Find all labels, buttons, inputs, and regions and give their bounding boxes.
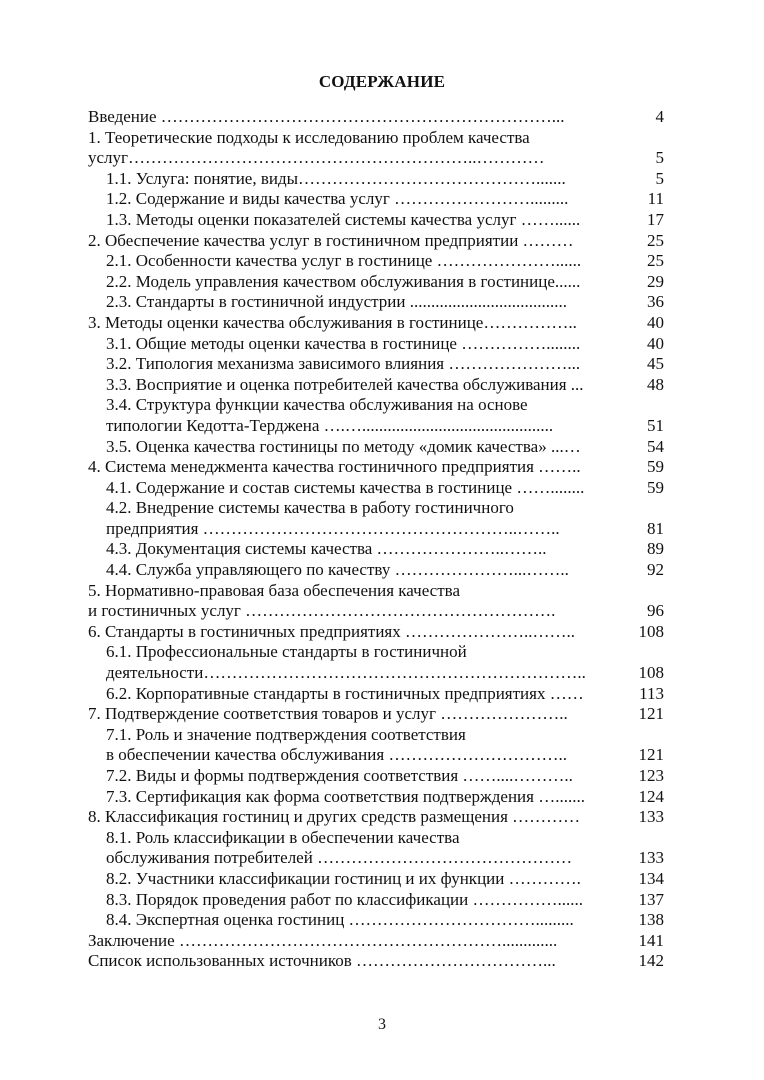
- toc-entry: [88, 210, 664, 231]
- toc-entry-page: 11: [647, 189, 664, 209]
- toc-entry-title: 3.3. Восприятие и оценка потребителей качества обслуживания ...: [106, 374, 584, 394]
- toc-entry-title: 7.1. Роль и значение подтверждения соответствия: [106, 724, 466, 744]
- toc-entry: [88, 951, 664, 972]
- toc-entry: [88, 622, 664, 643]
- toc-entry-title: 2.3. Стандарты в гостиничной индустрии .....................................: [106, 292, 567, 312]
- toc-entry: [88, 519, 664, 540]
- toc-entry-page: 108: [638, 621, 664, 641]
- toc-entry-title: 8.3. Порядок проведения работ по классификации ……………......: [106, 889, 583, 909]
- toc-entry-title: 4.4. Служба управляющего по качеству …………………...……..: [106, 560, 569, 580]
- toc-entry: [88, 910, 664, 931]
- toc-entry-title: Заключение ………………………………………………….............: [88, 930, 558, 950]
- page-number: 3: [378, 1016, 386, 1033]
- toc-entry: [88, 292, 664, 313]
- toc-entry-page: [625, 395, 664, 416]
- toc-entry: [88, 478, 664, 499]
- toc-entry-title: 1.1. Услуга: понятие, виды…………………………………….......: [106, 168, 566, 188]
- toc-entry-page: 51: [647, 415, 664, 435]
- toc-entry-page: 81: [647, 518, 664, 538]
- toc-entry: [88, 745, 664, 766]
- page-title: СОДЕРЖАНИЕ: [318, 72, 446, 91]
- toc-entry-title: 8. Классификация гостиниц и других средств размещения …………: [88, 807, 581, 827]
- toc-entry: [88, 272, 664, 293]
- toc-entry: [88, 869, 664, 890]
- toc-entry-page: 133: [638, 807, 664, 827]
- toc-entry-title: 2.2. Модель управления качеством обслуживания в гостинице......: [106, 271, 581, 291]
- toc-entry-title: Введение ……………………………………………………………...: [88, 107, 565, 126]
- toc-entry: [88, 684, 664, 705]
- toc-entry-title: 2.1. Особенности качества услуг в гостинице …………………......: [106, 251, 582, 271]
- toc-entry-title: 7.2. Виды и формы подтверждения соответствия ……....………..: [106, 766, 573, 785]
- toc-entry-page: 142: [638, 951, 664, 971]
- toc-entry-title: 1. Теоретические подходы к исследованию проблем качества: [88, 127, 530, 147]
- toc-entry-page: 5: [655, 148, 664, 168]
- toc-entry-page: [625, 828, 664, 849]
- toc-entry: [88, 581, 664, 602]
- toc-entry-title: в обеспечении качества обслуживания …………………………..: [106, 745, 567, 765]
- toc-entry-title: 8.1. Роль классификации в обеспечении качества: [106, 827, 460, 847]
- toc-entry: [88, 169, 664, 190]
- toc-entry-title: 4.3. Документация системы качества …………………..……..: [106, 539, 547, 559]
- toc-entry-page: 124: [638, 786, 664, 806]
- toc-entry: [88, 848, 664, 869]
- toc-entry: [88, 107, 664, 128]
- toc-entry: [88, 704, 664, 725]
- toc-entry-title: 3.2. Типология механизма зависимого влияния …………………...: [106, 354, 581, 374]
- toc-entry-title: 7. Подтверждение соответствия товаров и услуг …………………..: [88, 704, 568, 724]
- toc-entry: [88, 663, 664, 684]
- toc-entry: [88, 251, 664, 272]
- toc-entry: [88, 725, 664, 746]
- toc-entry-page: 133: [638, 848, 664, 868]
- toc-entry-title: 4. Система менеджмента качества гостиничного предприятия ……..: [88, 457, 581, 477]
- toc-entry-title: 2. Обеспечение качества услуг в гостиничном предприятии ………: [88, 230, 574, 250]
- toc-entry-title: 3.1. Общие методы оценки качества в гостинице ……………........: [106, 333, 581, 353]
- toc-entry-page: 40: [647, 333, 664, 353]
- toc-entry-title: 3. Методы оценки качества обслуживания в гостинице……………..: [88, 312, 577, 332]
- toc-entry: [88, 313, 664, 334]
- toc-entry-page: 89: [647, 539, 664, 559]
- toc-entry-title: 7.3. Сертификация как форма соответствия подтверждения ….......: [106, 786, 585, 806]
- toc-entry: [88, 931, 664, 952]
- toc-entry-title: услуг……………………………………………………..…………: [88, 148, 545, 168]
- toc-entry: [88, 457, 664, 478]
- toc-entry-page: 40: [647, 312, 664, 332]
- toc-entry-page: 45: [647, 354, 664, 374]
- toc-entry-page: 5: [655, 168, 664, 188]
- toc-entry-page: [625, 128, 664, 149]
- toc-entry-title: 8.2. Участники классификации гостиниц и их функции ………….: [106, 868, 581, 888]
- toc-entry-page: 92: [647, 560, 664, 580]
- toc-entry-page: 25: [647, 251, 664, 271]
- toc-entry-page: 113: [639, 683, 664, 703]
- toc-entry-page: 17: [647, 209, 664, 229]
- toc-entry-page: 121: [638, 704, 664, 724]
- toc-entry: [88, 601, 664, 622]
- toc-entry: [88, 642, 664, 663]
- toc-entry-title: 1.3. Методы оценки показателей системы качества услуг ……......: [106, 209, 581, 229]
- toc-entry-page: 138: [638, 910, 664, 930]
- toc-entry: [88, 807, 664, 828]
- toc-entry-title: 4.1. Содержание и состав системы качества в гостинице ……........: [106, 477, 585, 497]
- toc-entry-title: предприятия ………………………………………………..……..: [106, 518, 560, 538]
- toc-entry: [88, 437, 664, 458]
- toc-entry-page: 48: [647, 374, 664, 394]
- toc-entry: [88, 498, 664, 519]
- table-of-contents: [88, 107, 664, 972]
- toc-entry-title: деятельности…………………………………………………………..: [106, 663, 586, 683]
- toc-entry-page: 54: [647, 436, 664, 456]
- toc-entry-title: типологии Кедотта-Терджена ….….............................................: [106, 415, 554, 435]
- toc-entry: [88, 334, 664, 355]
- toc-entry-page: 137: [638, 889, 664, 909]
- toc-entry-title: и гостиничных услуг ……………………………………………….: [88, 601, 556, 621]
- toc-entry-title: 1.2. Содержание и виды качества услуг …………………….........: [106, 189, 569, 209]
- toc-entry: [88, 395, 664, 416]
- toc-entry-page: [625, 642, 664, 663]
- toc-entry: [88, 148, 664, 169]
- toc-entry: [88, 890, 664, 911]
- toc-entry: [88, 787, 664, 808]
- toc-entry-title: Список использованных источников ……………………………...: [88, 951, 556, 971]
- toc-entry-title: 6. Стандарты в гостиничных предприятиях …………………..……..: [88, 621, 575, 641]
- toc-entry-page: 25: [647, 230, 664, 250]
- toc-entry-page: 121: [638, 745, 664, 765]
- toc-entry-page: 59: [647, 457, 664, 477]
- toc-entry-page: 4: [655, 107, 664, 126]
- toc-entry-page: [625, 581, 664, 602]
- toc-entry-page: 29: [647, 271, 664, 291]
- toc-entry-title: 6.2. Корпоративные стандарты в гостиничных предприятиях ……: [106, 683, 584, 703]
- toc-entry: [88, 766, 664, 787]
- toc-entry-title: 3.4. Структура функции качества обслуживания на основе: [106, 395, 528, 415]
- toc-entry: [88, 828, 664, 849]
- toc-entry-title: 5. Нормативно-правовая база обеспечения качества: [88, 580, 460, 600]
- toc-entry-page: 108: [638, 663, 664, 683]
- toc-entry-page: 134: [638, 868, 664, 888]
- toc-entry-title: 3.5. Оценка качества гостиницы по методу «домик качества» ...…: [106, 436, 581, 456]
- toc-entry: [88, 375, 664, 396]
- toc-entry-page: 36: [647, 292, 664, 312]
- toc-body: [88, 107, 664, 972]
- toc-entry-page: 123: [638, 766, 664, 785]
- toc-entry-page: [625, 498, 664, 519]
- toc-entry-page: [625, 725, 664, 746]
- toc-entry: [88, 539, 664, 560]
- toc-entry-page: 59: [647, 477, 664, 497]
- toc-entry: [88, 128, 664, 149]
- toc-entry: [88, 416, 664, 437]
- toc-entry-title: 4.2. Внедрение системы качества в работу гостиничного: [106, 498, 514, 518]
- toc-entry: [88, 189, 664, 210]
- toc-entry-page: 141: [638, 930, 664, 950]
- toc-entry: [88, 354, 664, 375]
- toc-entry-page: 96: [647, 601, 664, 621]
- toc-entry-title: обслуживания потребителей ………………………………………: [106, 848, 573, 868]
- toc-entry: [88, 560, 664, 581]
- toc-entry-title: 8.4. Экспертная оценка гостиниц …………………………….........: [106, 910, 574, 930]
- toc-entry: [88, 231, 664, 252]
- toc-entry-title: 6.1. Профессиональные стандарты в гостиничной: [106, 642, 467, 662]
